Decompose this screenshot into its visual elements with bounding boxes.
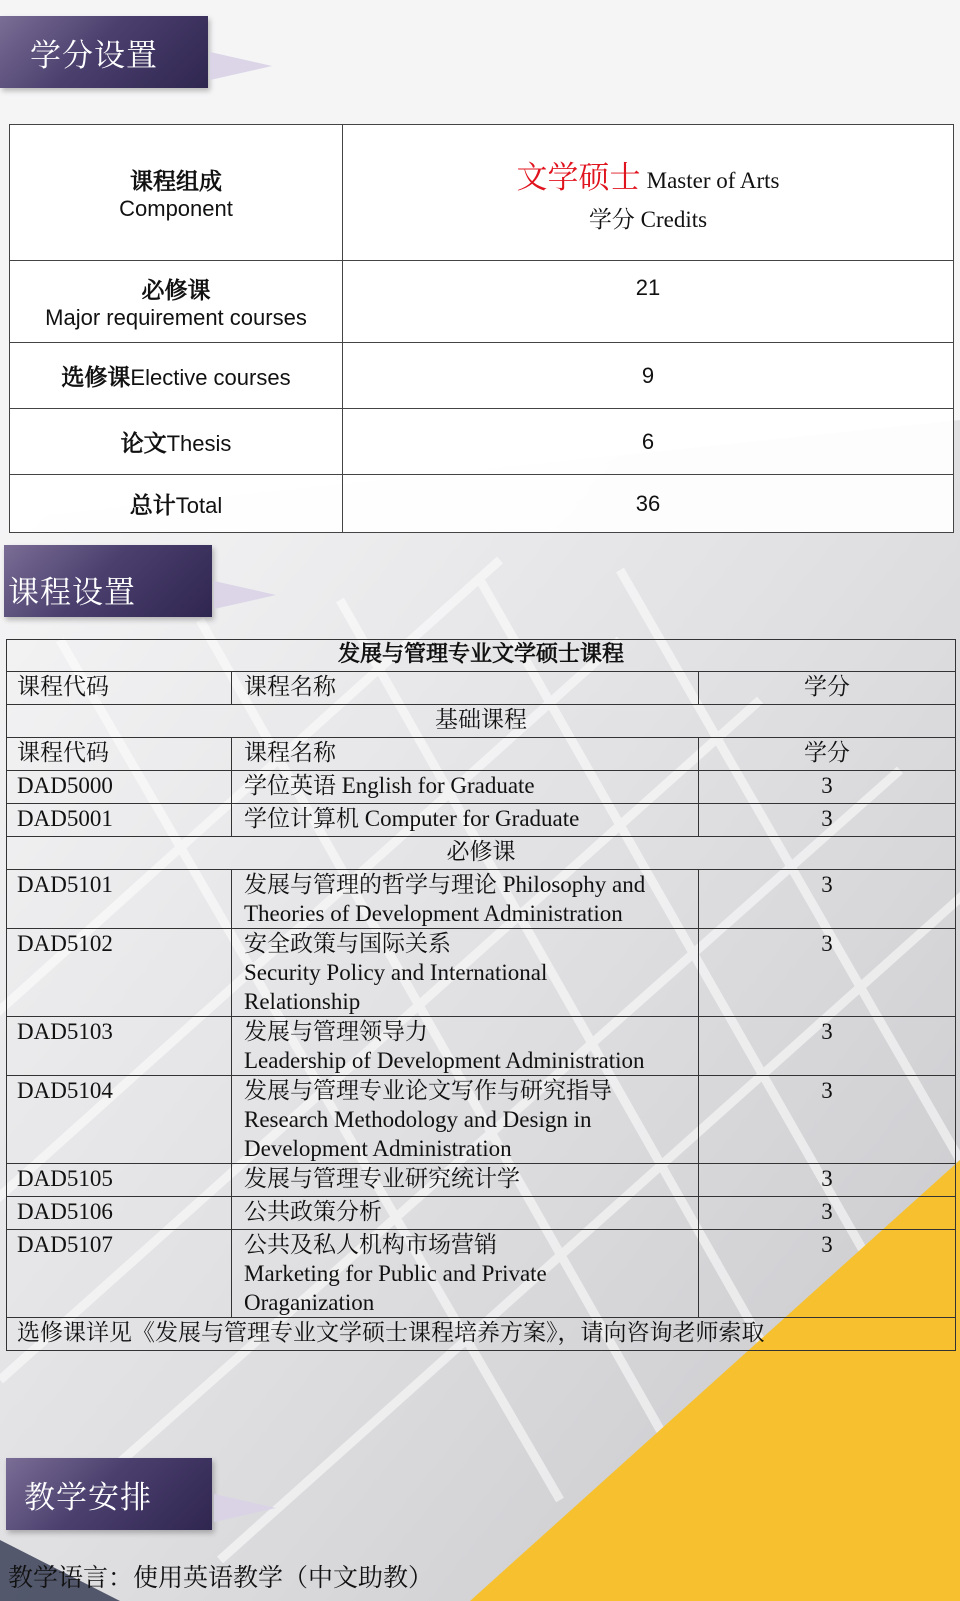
teaching-language: 教学语言：使用英语教学（中文助教） xyxy=(8,1563,434,1592)
section-title: 教学安排 xyxy=(24,1480,152,1516)
table-title: 发展与管理专业文学硕士课程 xyxy=(7,640,956,672)
elective-footnote: 选修课详见《发展与管理专业文学硕士课程培养方案》，请向咨询老师索取 xyxy=(7,1318,956,1351)
degree-en: Master of Arts xyxy=(646,167,780,193)
table-title-row xyxy=(7,640,956,672)
credits-table xyxy=(9,124,954,533)
credits-row xyxy=(10,409,954,475)
credit-value: 36 xyxy=(343,475,954,533)
course-name-line: 公共及私人机构市场营销 xyxy=(244,1232,497,1257)
course-name-line: Marketing for Public and Private xyxy=(244,1261,547,1286)
course-code: DAD5106 xyxy=(7,1197,232,1230)
course-name: 公共政策分析 xyxy=(232,1197,699,1230)
course-credit: 3 xyxy=(699,1197,956,1230)
course-name-line: 发展与管理专业论文写作与研究指导 xyxy=(244,1078,612,1103)
section-header-course-setup xyxy=(4,545,284,617)
course-name xyxy=(232,1230,699,1318)
credits-row xyxy=(10,343,954,409)
section-header-credit-setup xyxy=(0,16,280,88)
credits-row xyxy=(10,261,954,343)
column-header-row xyxy=(7,738,956,771)
course-code: DAD5102 xyxy=(7,929,232,1017)
course-credit: 3 xyxy=(699,1017,956,1076)
col-name-header: 课程名称 xyxy=(232,672,699,705)
course-name-line: Theories of Development Administration xyxy=(244,901,623,926)
course-name-line: Oraganization xyxy=(244,1290,375,1315)
col-credit-header: 学分 xyxy=(699,738,956,771)
degree-zh: 文学硕士 xyxy=(516,159,641,196)
course-name-line: Research Methodology and Design in xyxy=(244,1107,592,1132)
course-name-line: Development Administration xyxy=(244,1136,512,1161)
component-zh: 课程组成 xyxy=(130,169,222,195)
course-name-line: Security Policy and International xyxy=(244,960,548,985)
row-label-zh: 必修课 xyxy=(141,278,211,304)
table-row xyxy=(7,1164,956,1197)
credit-value: 6 xyxy=(343,409,954,475)
group-row xyxy=(7,837,956,870)
column-header-row xyxy=(7,672,956,705)
group-basic: 基础课程 xyxy=(7,705,956,738)
course-name: 学位英语 English for Graduate xyxy=(232,771,699,804)
course-credit: 3 xyxy=(699,870,956,929)
credits-row xyxy=(10,475,954,533)
course-credit: 3 xyxy=(699,771,956,804)
course-credit: 3 xyxy=(699,804,956,837)
credits-header-row xyxy=(10,125,954,261)
course-name-line: Leadership of Development Administration xyxy=(244,1048,645,1073)
table-row xyxy=(7,1197,956,1230)
course-name-line: 发展与管理的哲学与理论 Philosophy and xyxy=(244,872,646,897)
component-header xyxy=(10,125,343,261)
row-label-en: Major requirement courses xyxy=(45,305,307,330)
table-row xyxy=(7,804,956,837)
footnote-row xyxy=(7,1318,956,1351)
section-title: 课程设置 xyxy=(8,575,136,611)
col-name-header: 课程名称 xyxy=(232,738,699,771)
course-name: 发展与管理专业研究统计学 xyxy=(232,1164,699,1197)
group-required: 必修课 xyxy=(7,837,956,870)
section-header-teaching xyxy=(6,1458,286,1530)
row-label-zh: 选修课 xyxy=(61,365,131,391)
course-name-line: 发展与管理领导力 xyxy=(244,1019,428,1044)
course-code: DAD5000 xyxy=(7,771,232,804)
col-code-header: 课程代码 xyxy=(7,672,232,705)
table-row xyxy=(7,870,956,929)
course-code: DAD5103 xyxy=(7,1017,232,1076)
course-credit: 3 xyxy=(699,1076,956,1164)
course-code: DAD5001 xyxy=(7,804,232,837)
course-credit: 3 xyxy=(699,1230,956,1318)
row-label-zh: 总计 xyxy=(129,493,176,519)
course-name: 学位计算机 Computer for Graduate xyxy=(232,804,699,837)
course-name-line: Relationship xyxy=(244,989,361,1014)
credits-en: Credits xyxy=(640,206,708,232)
group-row xyxy=(7,705,956,738)
course-name xyxy=(232,1076,699,1164)
course-code: DAD5101 xyxy=(7,870,232,929)
course-credit: 3 xyxy=(699,1164,956,1197)
course-code: DAD5104 xyxy=(7,1076,232,1164)
course-name-line: 安全政策与国际关系 xyxy=(244,931,451,956)
course-name xyxy=(232,929,699,1017)
course-code: DAD5107 xyxy=(7,1230,232,1318)
row-label-en: Total xyxy=(175,493,223,518)
courses-table xyxy=(6,639,956,1351)
col-code-header: 课程代码 xyxy=(7,738,232,771)
course-code: DAD5105 xyxy=(7,1164,232,1197)
course-name xyxy=(232,1017,699,1076)
table-row xyxy=(7,771,956,804)
row-label-en: Thesis xyxy=(166,431,232,456)
col-credit-header: 学分 xyxy=(699,672,956,705)
credit-value: 9 xyxy=(343,343,954,409)
table-row xyxy=(7,1017,956,1076)
section-title: 学分设置 xyxy=(30,38,158,74)
row-label-zh: 论文 xyxy=(120,431,167,457)
credits-zh: 学分 xyxy=(588,206,635,232)
row-label-en: Elective courses xyxy=(130,365,291,390)
course-name xyxy=(232,870,699,929)
component-en: Component xyxy=(119,196,233,221)
table-row xyxy=(7,1076,956,1164)
table-row xyxy=(7,929,956,1017)
course-credit: 3 xyxy=(699,929,956,1017)
table-row xyxy=(7,1230,956,1318)
credit-value: 21 xyxy=(343,261,954,343)
degree-header xyxy=(343,125,954,261)
